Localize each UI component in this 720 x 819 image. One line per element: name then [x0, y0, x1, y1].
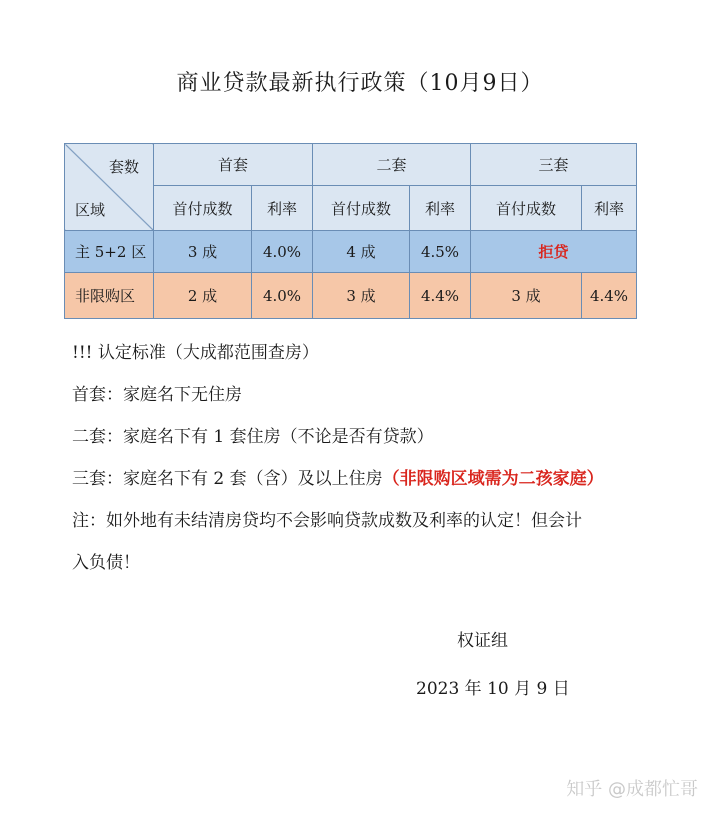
- value-cell: 4.4%: [582, 273, 637, 319]
- subheader-rate: 利率: [410, 186, 471, 231]
- region-cell: 主 5+2 区: [65, 231, 154, 273]
- signature-date: 2023 年 10 月 9 日: [416, 679, 570, 699]
- table-corner-cell: [65, 144, 154, 231]
- third-home-rule: [72, 458, 662, 500]
- subheader-down-payment: 首付成数: [471, 186, 582, 231]
- value-cell: 4 成: [313, 231, 410, 273]
- watermark: 知乎 @成都忙哥: [566, 779, 698, 800]
- subheader-down-payment: 首付成数: [313, 186, 410, 231]
- group-header-second: 二套: [313, 144, 471, 186]
- subheader-down-payment: 首付成数: [154, 186, 252, 231]
- group-header-first: 首套: [154, 144, 313, 186]
- value-cell: 4.0%: [252, 273, 313, 319]
- table-row: [65, 273, 637, 319]
- table-row: [65, 231, 637, 273]
- value-cell: 3 成: [154, 231, 252, 273]
- criteria-heading: !!! 认定标准（大成都范围查房）: [72, 343, 319, 363]
- corner-label-region: 区域: [75, 201, 106, 219]
- subheader-rate: 利率: [582, 186, 637, 231]
- signature-org: 权证组: [457, 631, 508, 651]
- subheader-rate: 利率: [252, 186, 313, 231]
- region-cell: 非限购区: [65, 273, 154, 319]
- value-cell: 4.0%: [252, 231, 313, 273]
- value-cell: 3 成: [471, 273, 582, 319]
- third-home-text: 三套：家庭名下有 2 套（含）及以上住房: [72, 469, 383, 489]
- value-cell: 4.4%: [410, 273, 471, 319]
- third-home-condition: （非限购区域需为二孩家庭）: [382, 469, 604, 489]
- page-title: 商业贷款最新执行政策（10月9日）: [176, 71, 544, 96]
- remark-line-2: 入负债！: [72, 553, 140, 573]
- first-home-rule: 首套：家庭名下无住房: [72, 385, 242, 405]
- criteria-notes: [72, 332, 662, 584]
- policy-table: [64, 143, 637, 319]
- refuse-loan-cell: 拒贷: [471, 231, 637, 273]
- value-cell: 2 成: [154, 273, 252, 319]
- group-header-third: 三套: [471, 144, 637, 186]
- remark-line-1: 注：如外地有未结清房贷均不会影响贷款成数及利率的认定！但会计: [72, 511, 582, 531]
- corner-label-count: 套数: [108, 158, 139, 176]
- second-home-rule: 二套：家庭名下有 1 套住房（不论是否有贷款）: [72, 427, 434, 447]
- value-cell: 4.5%: [410, 231, 471, 273]
- value-cell: 3 成: [313, 273, 410, 319]
